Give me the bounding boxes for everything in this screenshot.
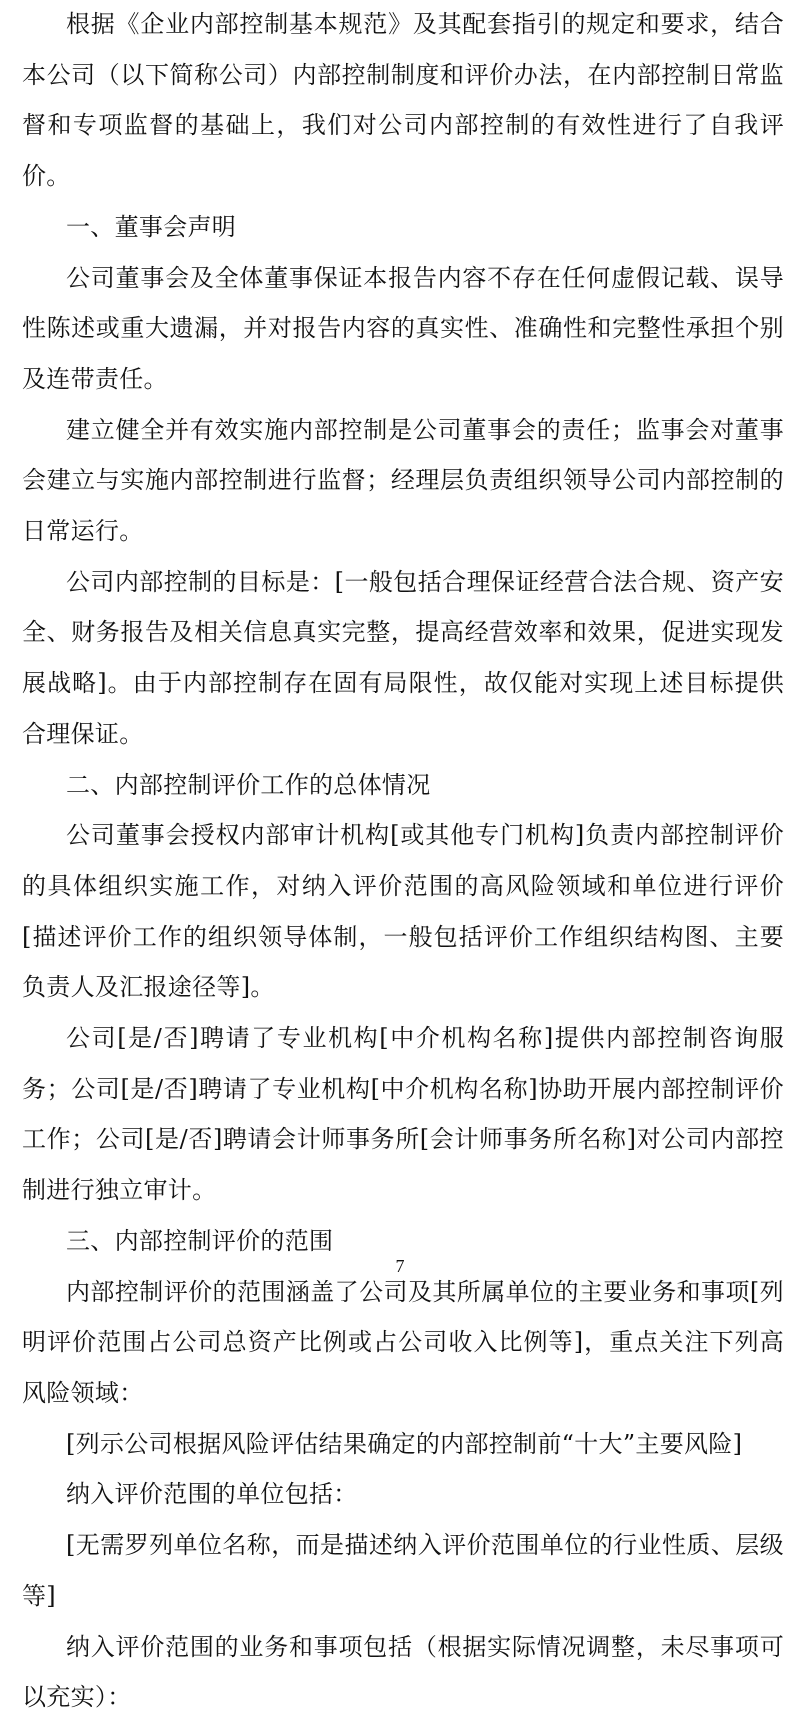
- scope-coverage-paragraph: 内部控制评价的范围涵盖了公司及其所属单位的主要业务和事项[列明评价范围占公司总资产比例或占公司收入比例等]，重点关注下列高风险领域：: [22, 1277, 784, 1407]
- section-heading-board-statement: 一、董事会声明: [66, 212, 237, 241]
- major-risks-placeholder: [列示公司根据风险评估结果确定的内部控制前“十大”主要风险]: [66, 1429, 743, 1458]
- page-number: 7: [395, 1256, 405, 1276]
- board-guarantee-paragraph: 公司董事会及全体董事保证本报告内容不存在任何虚假记载、误导性陈述或重大遗漏，并对报告内容的真实性、准确性和完整性承担个别及连带责任。: [22, 263, 784, 393]
- intro-paragraph: 根据《企业内部控制基本规范》及其配套指引的规定和要求，结合本公司（以下简称公司）内部控制制度和评价办法，在内部控制日常监督和专项监督的基础上，我们对公司内部控制的有效性进行了自我评价。: [22, 10, 784, 191]
- section-heading-overall-evaluation: 二、内部控制评价工作的总体情况: [66, 770, 431, 799]
- included-units-placeholder: [无需罗列单位名称，而是描述纳入评价范围单位的行业性质、层级等]: [22, 1531, 784, 1610]
- included-units-label: 纳入评价范围的单位包括：: [66, 1480, 358, 1509]
- section-heading-evaluation-scope: 三、内部控制评价的范围: [66, 1226, 334, 1255]
- control-objective-paragraph: 公司内部控制的目标是：[一般包括合理保证经营合法合规、资产安全、财务报告及相关信息真实完整，提高经营效率和效果，促进实现发展战略]。由于内部控制存在固有局限性，故仅能对实现上述目标提供合理保证。: [22, 567, 784, 748]
- included-business-label: 纳入评价范围的业务和事项包括（根据实际情况调整，未尽事项可以充实）：: [22, 1632, 784, 1712]
- evaluation-authorization-paragraph: 公司董事会授权内部审计机构[或其他专门机构]负责内部控制评价的具体组织实施工作，对纳入评价范围的高风险领域和单位进行评价[描述评价工作的组织领导体制，一般包括评价工作组织结构图、主要负责人及汇报途径等]。: [22, 821, 784, 1002]
- board-responsibility-paragraph: 建立健全并有效实施内部控制是公司董事会的责任；监事会对董事会建立与实施内部控制进行监督；经理层负责组织领导公司内部控制的日常运行。: [22, 415, 784, 546]
- external-agency-paragraph: 公司[是/否]聘请了专业机构[中介机构名称]提供内部控制咨询服务；公司[是/否]聘请了专业机构[中介机构名称]协助开展内部控制评价工作；公司[是/否]聘请会计师事务所[会计师事务所名称]对公司内部控制进行独立审计。: [22, 1024, 784, 1205]
- document-body: [22, 0, 784, 1723]
